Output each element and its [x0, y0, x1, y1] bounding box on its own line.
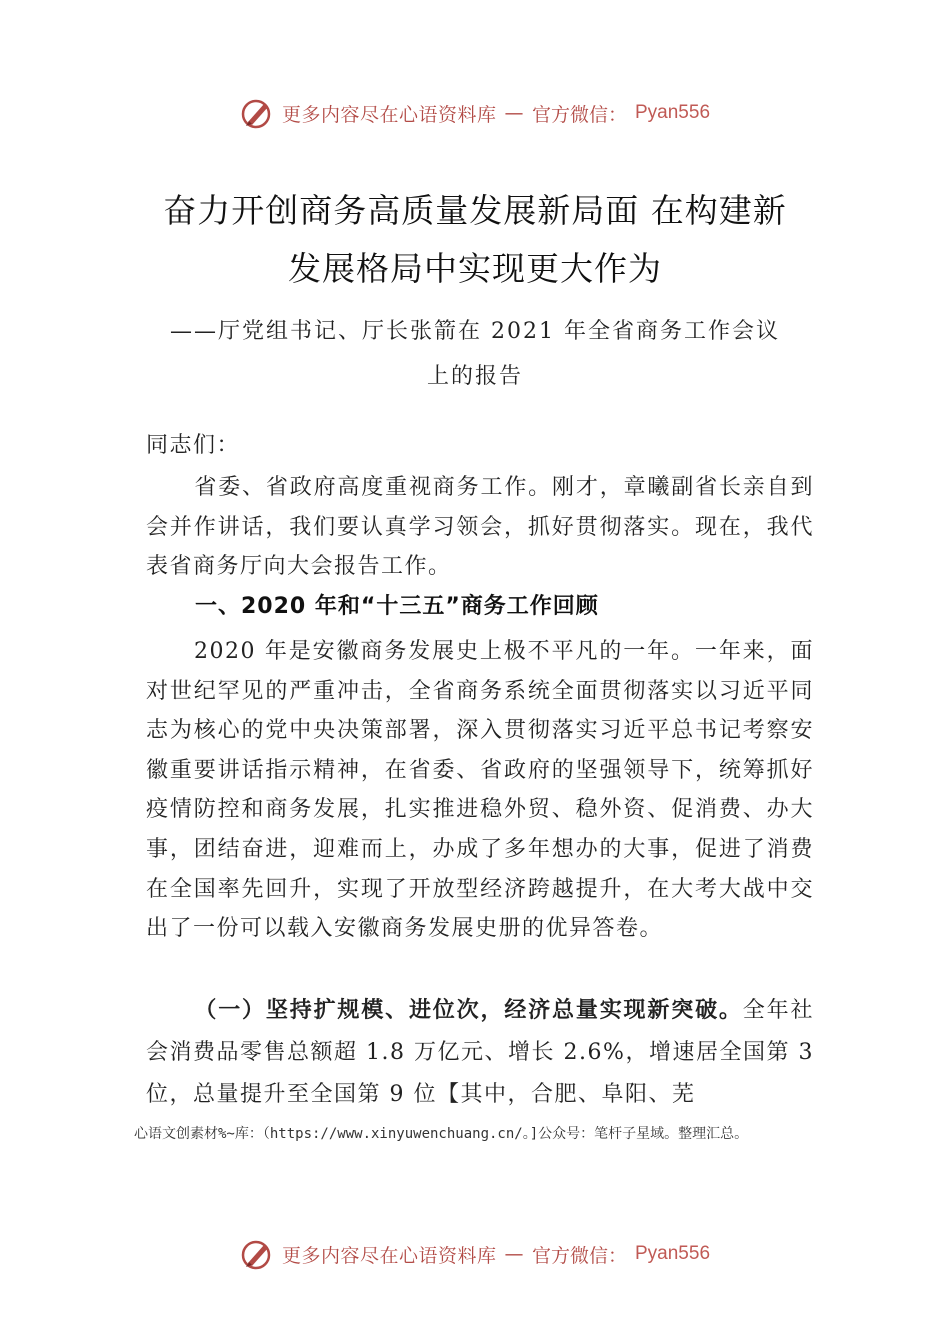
- pen-logo-icon: [240, 1237, 274, 1271]
- paragraph-review: [146, 632, 814, 949]
- watermark-top: [0, 93, 950, 133]
- paragraph-intro: [146, 468, 814, 587]
- document-title-line-1: 奋力开创商务高质量发展新局面 在构建新: [163, 191, 787, 230]
- watermark-wechat-label: 官方微信：: [531, 1244, 627, 1267]
- document-subtitle-line-2: 上的报告: [426, 364, 523, 389]
- watermark-wechat-label: 官方微信：: [531, 103, 627, 126]
- subsection-heading-1: （一）坚持扩规模、进位次，经济总量实现新突破。: [194, 998, 743, 1023]
- section-heading-1: 一、2020 年和“十三五”商务工作回顾: [195, 594, 599, 619]
- paragraph-subsection-1: [146, 990, 814, 1116]
- watermark-text: 更多内容尽在心语资料库: [281, 103, 497, 126]
- watermark-text: 更多内容尽在心语资料库: [281, 1244, 497, 1267]
- watermark-dash: —: [504, 102, 524, 124]
- salutation: 同志们：: [146, 433, 241, 458]
- watermark-wechat-id: Pyan556: [635, 102, 711, 123]
- paragraph-review-text: 2020 年是安徽商务发展史上极不平凡的一年。一年来，面对世纪罕见的严重冲击，全省商务系统全面贯彻落实以习近平同志为核心的党中央决策部署，深入贯彻落实习近平总书记考察安徽重要讲话指示精神，在省委、省政府的坚强领导下，统筹抓好疫情防控和商务发展，扎实推进稳外贸、稳外资、促消费、办大事，团结奋进，迎难而上，办成了多年想办的大事，促进了消费在全国率先回升，实现了开放型经济跨越提升，在大考大战中交出了一份可以载入安徽商务发展史册的优异答卷。: [146, 639, 814, 942]
- pen-logo-icon: [240, 96, 274, 130]
- document-title-line-2: 发展格局中实现更大作为: [288, 249, 662, 288]
- watermark-wechat-id: Pyan556: [635, 1243, 711, 1264]
- footnote: 心语文创素材%~库：（https://www.xinyuwenchuang.cn/。]公众号：笔杆子星域。整理汇总。: [134, 1126, 749, 1142]
- subsection-1-text: 全年社会消费品零售总额超 1.8 万亿元、增长 2.6%，增速居全国第 3 位，总量提升至全国第 9 位【其中，合肥、阜阳、芜: [146, 998, 814, 1107]
- paragraph-intro-text: 省委、省政府高度重视商务工作。刚才，章曦副省长亲自到会并作讲话，我们要认真学习领会，抓好贯彻落实。现在，我代表省商务厅向大会报告工作。: [146, 475, 814, 580]
- document-subtitle-line-1: ——厅党组书记、厅长张箭在 2021 年全省商务工作会议: [170, 319, 780, 344]
- watermark-dash: —: [504, 1243, 524, 1265]
- watermark-bottom: [0, 1234, 950, 1274]
